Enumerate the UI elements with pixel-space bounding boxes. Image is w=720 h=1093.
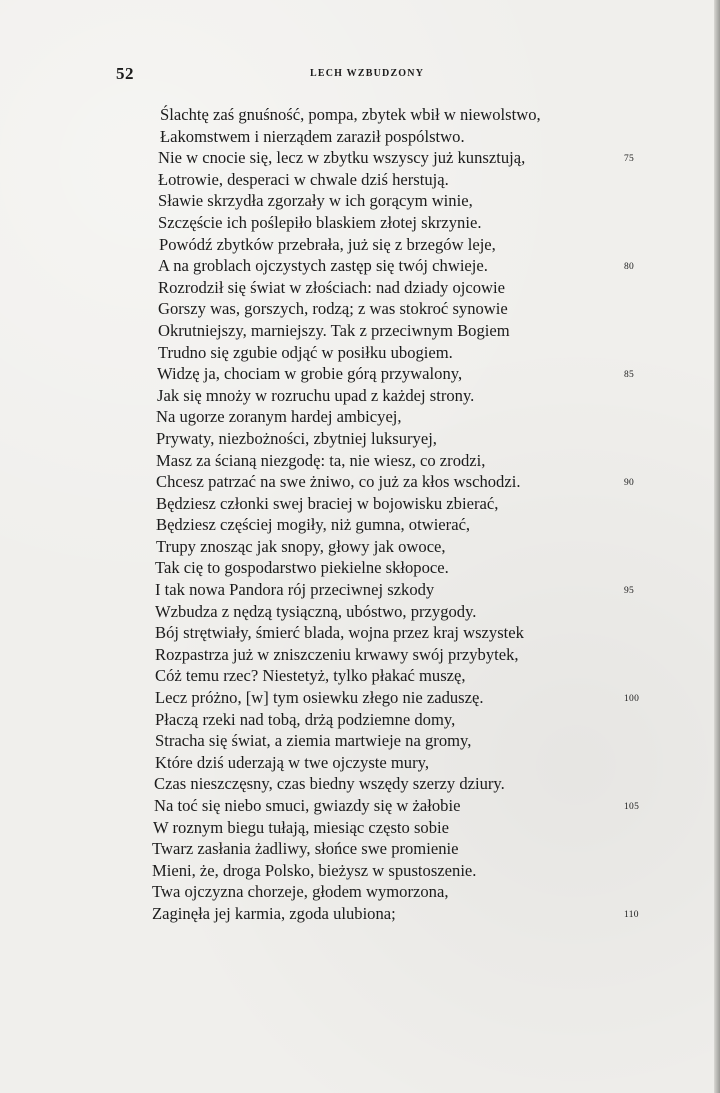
poem-line-text: Ślachtę zaś gnuśność, pompa, zbytek wbił w niewolstwo, <box>160 105 541 124</box>
poem-line-text: Chcesz patrzać na swe żniwo, co już za kłos wschodzi. <box>156 472 521 492</box>
verse-number: 110 <box>624 909 639 920</box>
poem-line-text: Gorszy was, gorszych, rodzą; z was stokroć synowie <box>158 299 508 319</box>
poem-line-text: Jak się mnoży w rozruchu upad z każdej strony. <box>157 385 475 405</box>
poem-line-text: Łotrowie, desperaci w chwale dziś herstują. <box>158 169 449 189</box>
poem-line-text: Będziesz członki swej braciej w bojowisku zbierać, <box>156 493 499 513</box>
running-title: LECH WZBUDZONY <box>310 68 425 79</box>
verse-number: 85 <box>624 370 635 381</box>
poem-line-text: Na ugorze zoranym hardej ambicyej, <box>156 407 402 427</box>
poem-line <box>0 687 720 709</box>
poem-line <box>0 601 720 623</box>
poem-line <box>0 190 720 212</box>
poem-line <box>0 709 720 731</box>
poem-line <box>0 363 720 385</box>
poem-line <box>0 536 720 558</box>
poem-line <box>0 298 720 320</box>
poem-line-text: W roznym biegu tułają, miesiąc często sobie <box>153 817 449 837</box>
poem-line <box>0 428 720 450</box>
poem-text <box>0 104 720 925</box>
poem-line <box>0 860 720 882</box>
poem-line <box>0 320 720 342</box>
poem-line-text: Czas nieszczęsny, czas biedny wszędy szerzy dziury. <box>154 774 505 794</box>
poem-line-text: I tak nowa Pandora rój przeciwnej szkody <box>155 580 435 600</box>
poem-line <box>0 881 720 903</box>
poem-line-text: Lecz próżno, [w] tym osiewku złego nie zaduszę. <box>155 688 484 708</box>
poem-line <box>0 579 720 601</box>
poem-line-text: Prywaty, niezbożności, zbytniej luksuryej, <box>156 428 437 448</box>
poem-line <box>0 169 720 191</box>
poem-line-text: A na groblach ojczystych zastęp się twój chwieje. <box>158 256 488 276</box>
poem-line-text: Masz za ścianą niezgodę: ta, nie wiesz, co zrodzi, <box>156 450 486 470</box>
poem-line-text: Cóż temu rzec? Niestetyż, tylko płakać muszę, <box>155 666 466 686</box>
poem-line <box>0 903 720 925</box>
poem-line <box>0 450 720 472</box>
poem-line <box>0 104 720 126</box>
poem-line-text: Tak cię to gospodarstwo piekielne skłopoce. <box>155 558 449 578</box>
poem-line <box>0 622 720 644</box>
verse-number: 100 <box>624 694 640 705</box>
poem-line-text: Twa ojczyzna chorzeje, głodem wymorzona, <box>152 882 449 902</box>
poem-line <box>0 752 720 774</box>
page-header <box>116 64 636 86</box>
poem-line <box>0 126 720 148</box>
poem-line <box>0 557 720 579</box>
poem-line <box>0 795 720 817</box>
poem-line-text: Powódź zbytków przebrała, już się z brzegów leje, <box>159 234 496 254</box>
page-number: 52 <box>116 64 134 83</box>
poem-line <box>0 493 720 515</box>
poem-line <box>0 817 720 839</box>
poem-line-text: Wzbudza z nędzą tysiączną, ubóstwo, przygody. <box>155 601 477 621</box>
poem-line-text: Rozrodził się świat w złościach: nad dziady ojcowie <box>158 277 505 297</box>
poem-line <box>0 385 720 407</box>
poem-line <box>0 342 720 364</box>
poem-line-text: Bój strętwiały, śmierć blada, wojna przez kraj wszystek <box>155 623 524 643</box>
poem-line <box>0 665 720 687</box>
verse-number: 80 <box>624 262 635 273</box>
poem-line-text: Sławie skrzydła zgorzały w ich gorącym winie, <box>158 191 473 211</box>
poem-line <box>0 147 720 169</box>
poem-line-text: Zaginęła jej karmia, zgoda ulubiona; <box>152 903 396 923</box>
poem-line-text: Na toć się niebo smuci, gwiazdy się w żałobie <box>154 796 461 815</box>
poem-line <box>0 471 720 493</box>
verse-number: 90 <box>624 478 635 489</box>
poem-line <box>0 730 720 752</box>
poem-line-text: Płaczą rzeki nad tobą, drżą podziemne domy, <box>155 709 456 729</box>
poem-line <box>0 277 720 299</box>
poem-line-text: Trudno się zgubie odjąć w posiłku ubogiem. <box>158 342 453 362</box>
poem-line-text: Łakomstwem i nierządem zaraził pospólstwo. <box>160 126 465 146</box>
poem-line <box>0 212 720 234</box>
poem-line-text: Trupy znosząc jak snopy, głowy jak owoce, <box>156 536 446 556</box>
verse-number: 105 <box>624 802 640 812</box>
verse-number: 95 <box>624 586 635 597</box>
poem-line <box>0 406 720 428</box>
poem-line-text: Twarz zasłania żadliwy, słońce swe promienie <box>152 839 459 859</box>
poem-line-text: Które dziś uderzają w twe ojczyste mury, <box>155 752 429 772</box>
poem-line-text: Będziesz częściej mogiły, niż gumna, otwierać, <box>156 515 471 535</box>
verse-number: 75 <box>624 154 635 165</box>
poem-line-text: Szczęście ich poślepiło blaskiem złotej skrzynie. <box>158 212 482 232</box>
poem-line <box>0 234 720 256</box>
poem-line-text: Widzę ja, chociam w grobie górą przywalony, <box>157 364 463 384</box>
poem-line-text: Stracha się świat, a ziemia martwieje na gromy, <box>155 731 472 751</box>
poem-line <box>0 644 720 666</box>
poem-line <box>0 514 720 536</box>
poem-line <box>0 773 720 795</box>
poem-line-text: Nie w cnocie się, lecz w zbytku wszyscy już kunsztują, <box>158 148 526 168</box>
poem-line-text: Okrutniejszy, marniejszy. Tak z przeciwnym Bogiem <box>158 320 510 340</box>
poem-line <box>0 838 720 860</box>
poem-line-text: Mieni, że, droga Polsko, bieżysz w spustoszenie. <box>152 860 477 880</box>
poem-line-text: Rozpastrza już w zniszczeniu krwawy swój przybytek, <box>155 644 519 664</box>
poem-line <box>0 255 720 277</box>
